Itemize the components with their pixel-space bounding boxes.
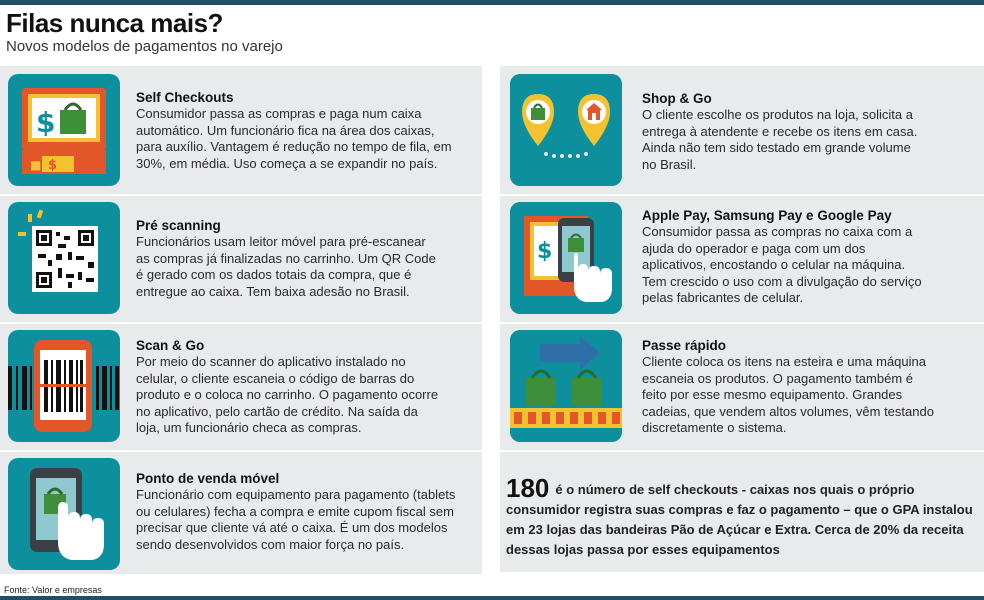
stat-text bbox=[506, 473, 976, 560]
card-title: Pré scanning bbox=[136, 218, 221, 233]
source-note: Fonte: Valor e empresas bbox=[4, 585, 102, 595]
location-pins-icon bbox=[510, 74, 622, 186]
card-scan-and-go bbox=[0, 324, 482, 450]
stat-description: é o número de self checkouts - caixas nos quais o próprio consumidor registra suas compras e faz o pagamento – que o GPA instalou em 23 lojas das bandeiras Pão de Açúcar e Extra. Cerca de 20% da receita dessas lojas passa por esses equipamentos bbox=[506, 482, 973, 557]
card-title: Apple Pay, Samsung Pay e Google Pay bbox=[642, 208, 892, 223]
stat-callout bbox=[500, 452, 984, 572]
card-body: Consumidor passa as compras no caixa com a ajuda do operador e paga com um dos aplicativos, encostando o celular na máquina. Tem crescido o uso com a divulgação do serviço pelas fabricantes de celular. bbox=[642, 224, 922, 306]
self-checkout-icon bbox=[8, 74, 120, 186]
mobile-pos-icon bbox=[8, 458, 120, 570]
conveyor-icon bbox=[510, 330, 622, 442]
card-title: Scan & Go bbox=[136, 338, 205, 353]
page-title: Filas nunca mais? bbox=[6, 8, 223, 38]
card-title: Ponto de venda móvel bbox=[136, 471, 280, 486]
top-rule bbox=[0, 0, 984, 5]
card-body: Por meio do scanner do aplicativo instalado no celular, o cliente escaneia o código de barras do produto e o coloca no carrinho. O pagamento ocorre no aplicativo, pelo cartão de crédito. Na saída da loja, um funcionário checa as compras. bbox=[136, 354, 439, 436]
bottom-rule bbox=[0, 596, 984, 600]
card-body: Cliente coloca os itens na esteira e uma máquina escaneia os produtos. O pagamento também é feito por esse mesmo equipamento. Grandes cadeias, que vendem altos volumes, vêm testando discretamente o sistema. bbox=[642, 354, 934, 436]
card-title: Shop & Go bbox=[642, 91, 712, 106]
card-self-checkouts bbox=[0, 66, 482, 194]
svg-text:$: $ bbox=[48, 158, 58, 173]
card-body: Funcionário com equipamento para pagamento (tablets ou celulares) fecha a compra e emite cupom fiscal sem precisar que cliente vá até o caixa. É um dos modelos sendo desenvolvidos com maior força no país. bbox=[136, 487, 456, 552]
card-pre-scanning bbox=[0, 196, 482, 322]
svg-text:■: ■ bbox=[30, 158, 42, 172]
card-passe-rapido bbox=[500, 324, 984, 450]
card-apple-samsung-google-pay bbox=[500, 196, 984, 322]
card-title: Self Checkouts bbox=[136, 90, 234, 105]
card-title: Passe rápido bbox=[642, 338, 727, 353]
card-ponto-de-venda-movel bbox=[0, 452, 482, 574]
stat-number: 180 bbox=[506, 473, 550, 503]
barcode-phone-icon bbox=[8, 330, 120, 442]
svg-text:$: $ bbox=[537, 239, 553, 264]
svg-text:$: $ bbox=[36, 106, 56, 139]
card-shop-and-go bbox=[500, 66, 984, 194]
card-body: Funcionários usam leitor móvel para pré-escanear as compras já finalizadas no carrinho. Um QR Code é gerado com os dados totais da compra, que é entregue ao caixa. Tem baixa adesão no Brasil. bbox=[136, 234, 436, 299]
card-body: O cliente escolhe os produtos na loja, solicita a entrega à atendente e recebe os itens em casa. Ainda não tem sido testado em grande volume no Brasil. bbox=[642, 107, 918, 172]
qr-code-icon bbox=[8, 202, 120, 314]
page-subtitle: Novos modelos de pagamentos no varejo bbox=[6, 38, 283, 55]
phone-pay-icon bbox=[510, 202, 622, 314]
card-body: Consumidor passa as compras e paga num caixa automático. Um funcionário fica na área dos caixas, para auxílio. Vantagem é redução no tempo de fila, em 30%, em média. Uso começa a se expandir no país. bbox=[136, 106, 452, 171]
